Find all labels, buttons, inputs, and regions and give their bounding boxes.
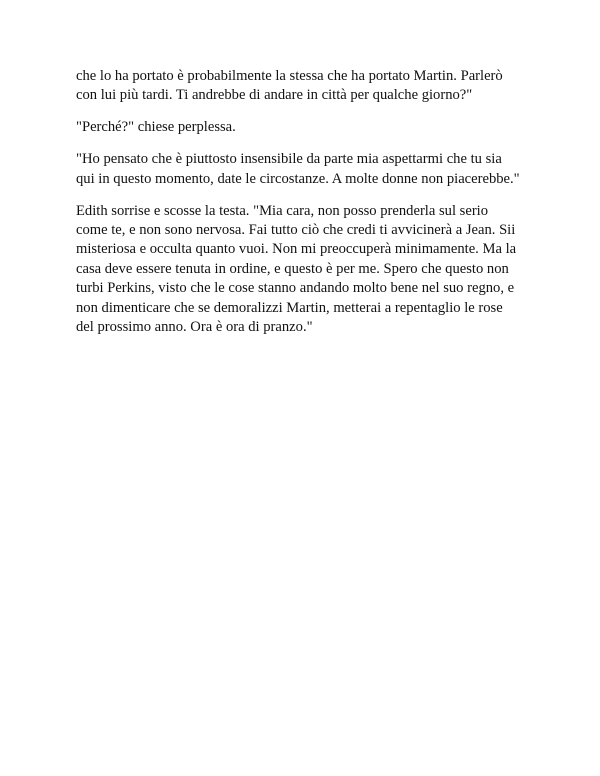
text-line: del prossimo anno. Ora è ora di pranzo."	[76, 318, 313, 335]
text-line: non dimenticare che se demoralizzi Martin, metterai a repentaglio le rose	[76, 299, 503, 316]
text-line: con lui più tardi. Ti andrebbe di andare in città per qualche giorno?"	[76, 87, 473, 104]
paragraph	[76, 202, 536, 338]
document-body	[76, 67, 536, 350]
paragraph	[76, 150, 536, 189]
paragraph	[76, 67, 536, 106]
paragraph	[76, 118, 536, 137]
text-line: Edith sorrise e scosse la testa. "Mia cara, non posso prenderla sul serio	[76, 202, 489, 219]
text-line: "Ho pensato che è piuttosto insensibile da parte mia aspettarmi che tu sia	[76, 151, 502, 168]
text-line: che lo ha portato è probabilmente la stessa che ha portato Martin. Parlerò	[76, 68, 503, 84]
text-line: qui in questo momento, date le circostanze. A molte donne non piacerebbe."	[76, 170, 520, 187]
text-line: casa deve essere tenuta in ordine, e questo è per me. Spero che questo non	[76, 260, 509, 277]
text-line: come te, e non sono nervosa. Fai tutto ciò che credi ti avvicinerà a Jean. Sii	[76, 221, 516, 238]
text-line: "Perché?" chiese perplessa.	[76, 119, 236, 136]
text-line: turbi Perkins, visto che le cose stanno andando molto bene nel suo regno, e	[76, 280, 515, 297]
text-line: misteriosa e occulta quanto vuoi. Non mi preoccuperà minimamente. Ma la	[76, 241, 517, 258]
